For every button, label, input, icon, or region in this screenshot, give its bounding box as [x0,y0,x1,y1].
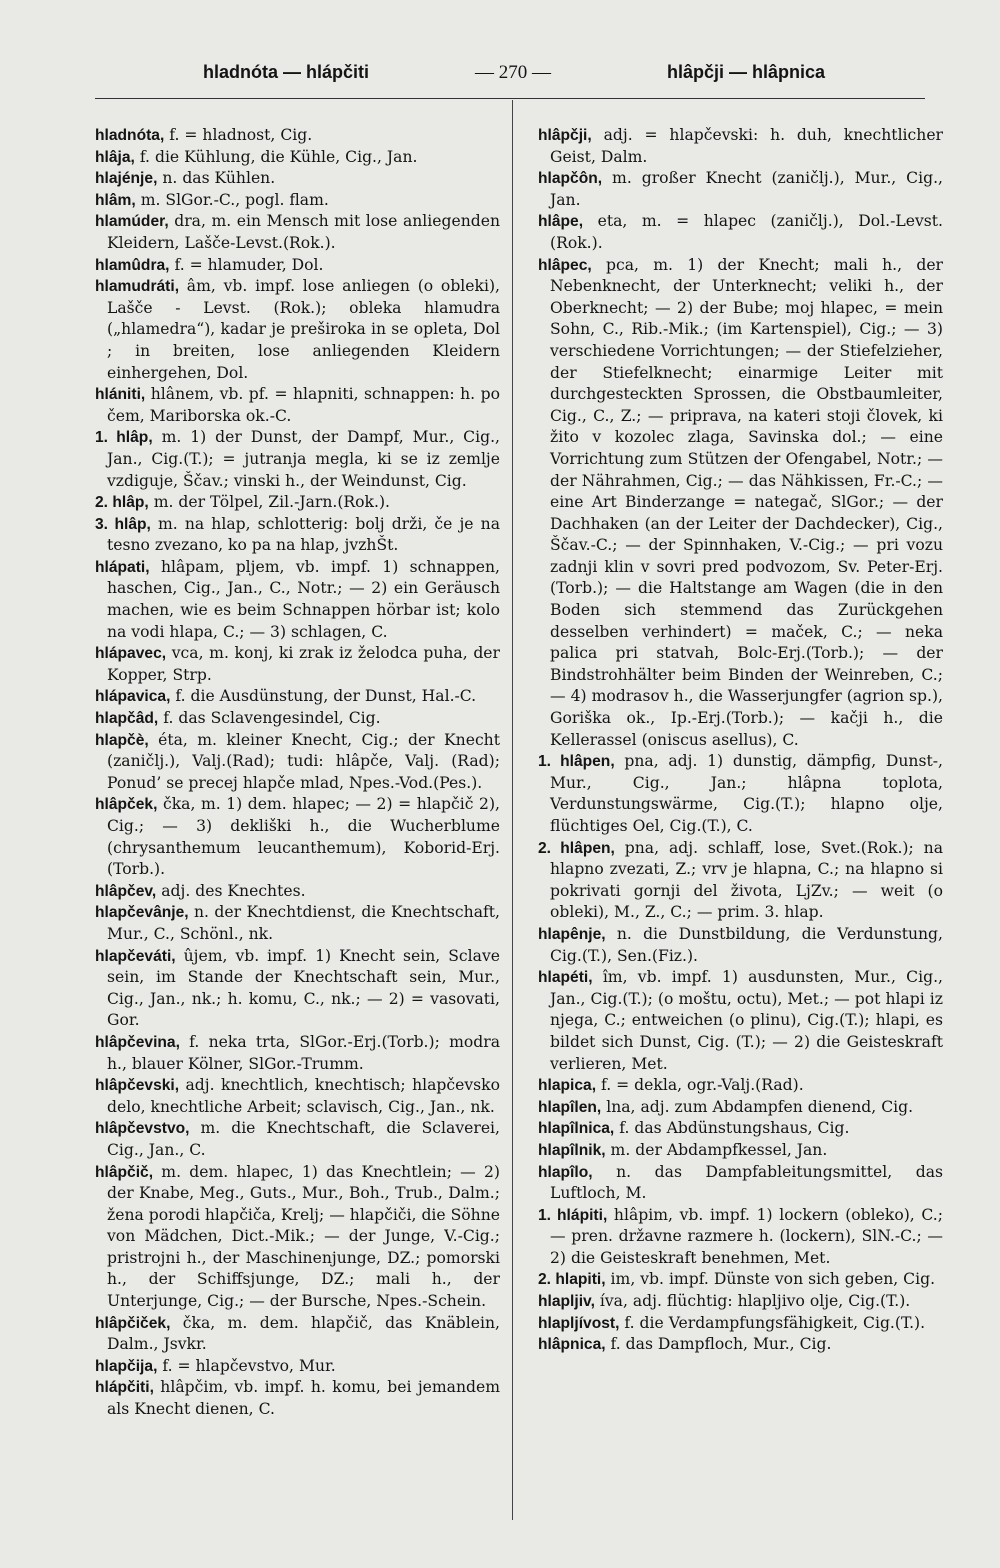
definition: adj. = hlapčevski: h. duh, knechtlicher Geist, Dalm. [550,126,943,166]
headword: hlapîlen, [538,1098,602,1116]
definition: f. neka trta, SlGor.-Erj.(Torb.); modra h., blauer Kölner, SlGor.-Trumm. [107,1032,500,1073]
header-rule [95,98,925,99]
definition: m. na hlap, schlotterig: bolj drži, če je na tesno zvezano, ko pa na hlap, jvzhŠt. [107,514,500,555]
dictionary-entry [95,255,500,277]
dictionary-entry [538,967,943,1075]
definition: f. = hlapčevstvo, Mur. [157,1356,336,1375]
dictionary-entry [95,125,500,147]
headword: hlapica, [538,1077,597,1095]
headword: hlâja, [95,148,135,166]
header-left-guide-words: hladnóta — hlápčiti [203,62,370,82]
definition: pca, m. 1) der Knecht; mali h., der Nebenknecht, der Unterknecht; veliki h., der Oberknecht; — 2) der Bube; moj hlapec, = mein Sohn, C., Rib.-Mik.; (im Kartenspiel), Cig.; — 3) verschiedene Vorrichtungen; — der Stiefelzieher, der Stiefelknecht; einarmige Leiter mit durchgesteckten Sprossen, die Obstbaumleiter, Cig., C., Z.; — priprava, na kateri stoji človek, ki žito v kozolec zlaga, Savinska dol.; — eine Vorrichtung zum Stützen der Ofengabel, Notr.; — der Nährahmen, Cig.; — das Nähkissen, Fr.-C.; — eine Art Binderzange = nategač, SlGor.; — der Dachhaken (an der Leiter der Dachdecker), Cig., Ščav.-C.; — der Spinnhaken, V.-Cig.; — pri vozu zadnji klin v sovri pred podvozom, Sv. Peter-Erj.(Torb.); — die Haltstange am Wagen (die in den Boden sich stemmend das Zurückgehen desselben verhindert) = maček, C.; — neka palica pri statvah, Bolc-Erj.(Torb.); — der Bindstrohhälter beim Binden der Weinreben, C.; — 4) modrasov h., die Wasserjungfer (agrion sp.), Goriška ok., Ip.-Erj.(Torb.); — kačji h., die Kellerassel (oniscus asellus), C. [550,255,943,749]
dictionary-entry [95,190,500,212]
headword: hlâpčji, [538,127,592,144]
definition: f. die Verdampfungsfähigkeit, Cig.(T.). [619,1313,926,1332]
headword: hlâpčič, [95,1163,154,1181]
headword: hlâpe, [538,213,584,231]
definition: íva, adj. flüchtig: hlapljivo olje, Cig.(T.). [594,1292,911,1311]
dictionary-entry [538,125,943,168]
headword: hlapîlnik, [538,1141,606,1159]
headword: hlâpnica, [538,1336,606,1354]
definition: lna, adj. zum Abdampfen dienend, Cig. [601,1097,914,1116]
headword: 2. hlâp, [95,494,149,512]
headword: 2. hlâpen, [538,839,615,857]
dictionary-entry [95,881,500,903]
definition: m. der Tölpel, Zil.-Jarn.(Rok.). [148,493,390,512]
definition: hlâpam, pljem, vb. impf. 1) schnappen, haschen, Cig., Jan., C., Notr.; — 2) ein Geräusch machen, wie es beim Schnappen hörbar ist; kolo na vodi hlapa, C.; — 3) schlagen, C. [107,557,500,641]
definition: f. das Dampfloch, Mur., Cig. [605,1335,832,1354]
definition: f. = hladnost, Cig. [164,126,313,144]
definition: ûjem, vb. impf. 1) Knecht sein, Sclave sein, im Stande der Knechtschaft sein, Mur., Cig., Jan., nk.; h. komu, C., nk.; — 2) = vasovati, Gor. [107,946,500,1030]
headword: hlapčè, [95,731,149,749]
headword: hlapljívost, [538,1314,620,1332]
definition: čka, m. 1) dem. hlapec; — 2) = hlapčič 2), Cig.; — 3) dekliški h., die Wucherblume (chrysanthemum leucanthemum), Koborid-Erj.(Torb.). [107,795,500,879]
dictionary-entry [538,924,943,967]
dictionary-entry [538,1162,943,1205]
headword: hlápavica, [95,688,171,706]
dictionary-entry [95,557,500,643]
headword: hlâpčev, [95,882,157,900]
definition: n. das Kühlen. [157,169,276,188]
page-header [95,58,925,92]
headword: hlapéti, [538,969,593,987]
dictionary-entry [95,1377,500,1420]
headword: 2. hlapiti, [538,1271,606,1289]
definition: dra, m. ein Mensch mit lose anliegenden Kleidern, Lašče-Levst.(Rok.). [107,212,500,252]
headword: hlâpčevski, [95,1077,180,1095]
headword: hlapîlnica, [538,1120,615,1138]
dictionary-entry [95,1075,500,1118]
definition: adj. knechtlich, knechtisch; hlapčevsko delo, knechtliche Arbeit; sclavisch, Cig., Jan., nk. [107,1076,500,1116]
dictionary-entry [95,946,500,1032]
headword: 1. hlâpen, [538,753,615,771]
definition: âm, vb. impf. lose anliegen (o obleki), Lašče - Levst. (Rok.); obleka hlamudra („hlamedra“), kadar je preširoka in se opleta, Dol ; in breiten, lose anliegenden Kleidern einhergehen, Dol. [107,277,500,382]
headword: hlapênje, [538,925,606,943]
definition: m. dem. hlapec, 1) das Knechtlein; — 2) der Knabe, Meg., Guts., Mur., Boh., Trub., Dalm.; žena porodi hlapčiča, Krelj; — hlapčiči, die Söhne von Mädchen, Dict.-Mik.; — der Junge, V.-Cig.; pristrojni h., der Maschinenjunge, DZ.; pomorski h., der Schiffsjunge, DZ.; mali h., der Unterjunge, Cig.; — der Bursche, Npes.-Schein. [107,1162,500,1311]
headword: hlajénje, [95,170,158,188]
headword: 1. hlápiti, [538,1206,608,1224]
dictionary-entry [95,147,500,169]
headword: hlápati, [95,558,150,576]
definition: im, vb. impf. Dünste von sich geben, Cig. [605,1270,936,1289]
column-divider [512,100,513,1520]
definition: f. die Ausdünstung, der Dunst, Hal.-C. [170,687,477,706]
dictionary-entry [95,730,500,795]
definition: f. = dekla, ogr.-Valj.(Rad). [596,1076,804,1095]
definition: n. das Dampfableitungsmittel, das Luftloch, M. [550,1162,943,1203]
definition: n. der Knechtdienst, die Knechtschaft, Mur., C., Schönl., nk. [107,903,500,943]
dictionary-entry [538,1313,943,1335]
definition: pna, adj. 1) dunstig, dämpfig, Dunst-, Mur., Cig., Jan.; hlâpna toplota, Verdunstungswärme, Cig.(T.); hlapno olje, flüchtiges Oel, Cig.(T.), C. [550,752,943,835]
headword: hlâpčiček, [95,1314,171,1332]
page-number: — 270 — [475,62,551,83]
dictionary-entry [95,643,500,686]
headword: hlápčiti, [95,1379,154,1397]
definition: adj. des Knechtes. [156,881,306,900]
definition: čka, m. dem. hlapčič, das Knäblein, Dalm., Jsvkr. [107,1313,500,1354]
headword: hlamudráti, [95,278,180,296]
dictionary-entry [538,1118,943,1140]
dictionary-entry [95,492,500,514]
headword: hlâm, [95,191,136,209]
dictionary-entry [95,1313,500,1356]
dictionary-entry [95,514,500,557]
dictionary-entry [538,1269,943,1291]
definition: f. die Kühlung, die Kühle, Cig., Jan. [134,147,418,166]
headword: 1. hlâp, [95,429,153,447]
definition: m. die Knechtschaft, die Sclaverei, Cig., Jan., C. [107,1119,500,1159]
headword: hlapčija, [95,1357,158,1375]
dictionary-entry [95,384,500,427]
headword: hlániti, [95,386,146,404]
definition: m. der Abdampfkessel, Jan. [605,1140,828,1159]
dictionary-entry [538,1075,943,1097]
headword: hlapčevânje, [95,904,189,922]
headword: hlâpčevina, [95,1033,180,1051]
dictionary-entry [538,1334,943,1356]
headword: hlapljiv, [538,1293,595,1311]
headword: hlâpček, [95,796,158,814]
definition: hlâpčim, vb. impf. h. komu, bei jemandem als Knecht dienen, C. [107,1378,500,1419]
header-right-guide-words: hlâpčji — hlâpnica [666,62,825,82]
headword: hladnóta, [95,127,165,144]
definition: n. die Dunstbildung, die Verdunstung, Cig.(T.), Sen.(Fiz.). [550,924,943,965]
headword: hlapčeváti, [95,947,176,965]
dictionary-entry [95,276,500,384]
definition: éta, m. kleiner Knecht, Cig.; der Knecht (zaničlj.), Valj.(Rad); tudi: hlâpče, Valj. (Rad); Ponud’ se precej hlapče mlad, Npes.-Vod.(Pes.). [107,730,500,792]
definition: hlânem, vb. pf. = hlapniti, schnappen: h. po čem, Mariborska ok.-C. [107,385,500,425]
definition: hlâpim, vb. impf. 1) lockern (obleko), C.; — pren. državne razmere h. (lockern), SlN.-C.; — 2) die Geisteskraft benehmen, Met. [550,1205,943,1267]
dictionary-entry [538,1097,943,1119]
headword: hlâpec, [538,256,592,274]
definition: f. = hlamuder, Dol. [169,255,324,274]
headword: hlâpčevstvo, [95,1120,190,1138]
definition: m. 1) der Dunst, der Dampf, Mur., Cig., Jan., Cig.(T.); = jutranja megla, ki se iz zemlje vzdiguje, Ščav.; vinski h., der Weindunst, Cig. [107,428,500,490]
dictionary-entry [538,1205,943,1270]
dictionary-entry [538,751,943,837]
right-column [538,125,943,1356]
dictionary-entry [538,838,943,924]
headword: hlamûdra, [95,256,170,274]
dictionary-entry [95,794,500,880]
dictionary-entry [538,255,943,752]
dictionary-entry [95,902,500,945]
definition: pna, adj. schlaff, lose, Svet.(Rok.); na hlapno zvezati, Z.; vrv je hlapna, C.; na hlapno si pokrivati gornji del života, LjZv.; — weit (o obleki), M., Z., C.; — prim. 3. hlap. [550,838,943,922]
dictionary-entry [95,708,500,730]
headword: 3. hlâp, [95,515,151,533]
headword: hlamúder, [95,213,169,231]
dictionary-entry [95,211,500,254]
dictionary-entry [95,168,500,190]
dictionary-entry [95,1356,500,1378]
dictionary-entry [538,168,943,211]
definition: eta, m. = hlapec (zaničlj.), Dol.-Levst. (Rok.). [550,212,943,252]
definition: îm, vb. impf. 1) ausdunsten, Mur., Cig., Jan., Cig.(T.); (o moštu, octu), Met.; — pot hlapi iz njega, C.; entweichen (o plinu), Cig.(T.); hlapi, es bildet sich Dunst, Cig. (T.); — 2) die Geisteskraft verlieren, Met. [550,968,943,1073]
definition: m. großer Knecht (zaničlj.), Mur., Cig., Jan. [550,169,943,209]
headword: hlapčâd, [95,710,159,728]
dictionary-entry [538,211,943,254]
dictionary-entry [95,686,500,708]
definition: m. SlGor.-C., pogl. flam. [135,190,329,209]
definition: f. das Abdünstungshaus, Cig. [614,1119,850,1138]
dictionary-entry [95,1032,500,1075]
dictionary-entry [538,1291,943,1313]
headword: hlapčôn, [538,170,603,188]
dictionary-entry [95,1118,500,1161]
definition: vca, m. konj, ki zrak iz želodca puha, der Kopper, Strp. [107,644,500,684]
dictionary-entry [538,1140,943,1162]
definition: f. das Sclavengesindel, Cig. [158,709,381,728]
headword: hlapîlo, [538,1163,593,1181]
headword: hlápavec, [95,645,167,663]
dictionary-entry [95,1162,500,1313]
dictionary-entry [95,427,500,492]
left-column [95,125,500,1421]
